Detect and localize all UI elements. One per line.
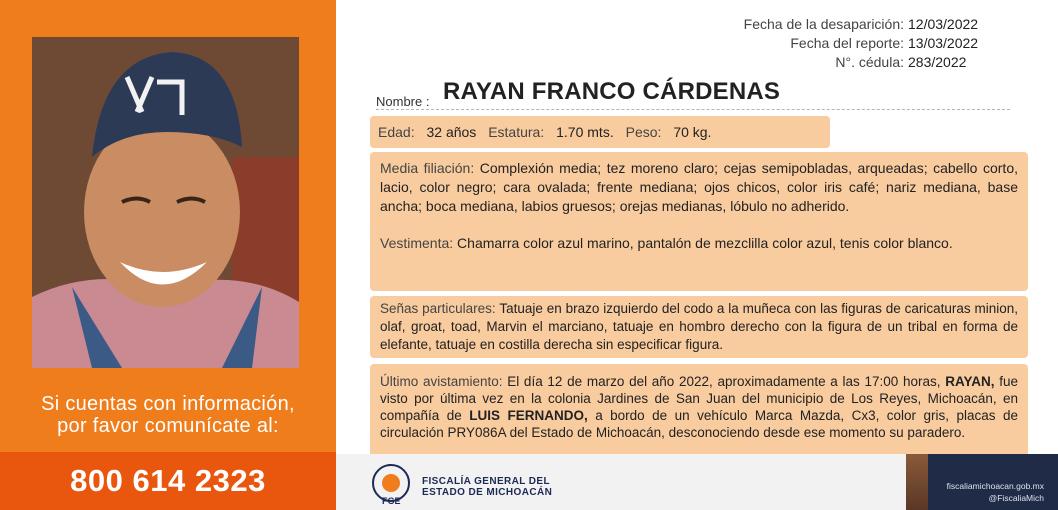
age-label: Edad: [378, 124, 415, 140]
report-label: Fecha del reporte: [790, 34, 904, 51]
fge-logo-text: FGE [382, 496, 401, 506]
report-value: 13/03/2022 [908, 34, 979, 51]
marks-box [370, 296, 1028, 358]
last-seen-text-c: a bordo de un vehículo Marca Mazda, Cx3, color gris, placas de circulación PRY086A del Estado de Michoacán, desconociendo desde ese momento su paradero. [380, 408, 1018, 440]
clothing-text: Chamarra color azul marino, pantalón de mezclilla color azul, tenis color blanco. [457, 235, 953, 251]
last-seen-text-a: El día 12 de marzo del año 2022, aproximadamente a las 17:00 horas, [507, 374, 941, 389]
disappearance-label: Fecha de la desaparición: [743, 15, 904, 32]
weight-value: 70 kg. [673, 124, 712, 140]
person-name: RAYAN FRANCO CÁRDENAS [443, 78, 781, 105]
clothing-label: Vestimenta: [380, 235, 454, 251]
footer-photo-strip [906, 454, 928, 510]
disappearance-value: 12/03/2022 [908, 15, 979, 32]
org-line-2: ESTADO DE MICHOACÁN [422, 487, 553, 498]
media-label: Media filiación: [380, 160, 475, 176]
cedula-value: 283/2022 [908, 53, 967, 70]
left-panel [0, 0, 336, 510]
last-seen-name: RAYAN, [945, 374, 995, 389]
last-seen-companion: LUIS FERNANDO, [469, 408, 588, 423]
footer-contact-panel [928, 454, 1058, 510]
marks-text: Tatuaje en brazo izquierdo del codo a la muñeca con las figuras de caricaturas minion, olaf, groat, toad, Marvin el marciano, tatuaje en hombro derecho con la figura de un tribal en forma de elefante, tatuaje en costilla derecha sin especificar figura. [380, 301, 1018, 352]
vestimenta [380, 234, 1018, 253]
cedula-label: N°. cédula: [835, 53, 904, 70]
stats-box [370, 116, 830, 148]
media-filiacion [380, 159, 1018, 216]
age-value: 32 años [426, 124, 477, 140]
name-label: Nombre : [376, 94, 430, 109]
meta-row-disappearance [700, 14, 1040, 33]
last-seen-label: Último avistamiento: [380, 374, 503, 389]
contact-line-2: por favor comunícate al: [57, 415, 279, 437]
meta-row-report [700, 33, 1040, 52]
name-row [376, 78, 1010, 110]
height-value: 1.70 mts. [556, 124, 614, 140]
contact-message [0, 393, 336, 437]
case-meta [700, 14, 1040, 71]
phone-number[interactable]: 800 614 2323 [0, 452, 336, 510]
weight-label: Peso: [625, 124, 662, 140]
marks-label: Señas particulares: [380, 301, 496, 316]
person-photo [32, 37, 299, 368]
meta-row-cedula [700, 52, 1040, 71]
description-box [370, 152, 1028, 291]
contact-line-1: Si cuentas con información, [41, 393, 295, 415]
org-name [422, 476, 552, 498]
person-photo-illustration [32, 37, 299, 368]
last-seen-box [370, 364, 1028, 460]
website-link[interactable]: fiscaliamichoacan.gob.mx [946, 481, 1044, 491]
media-text: Complexión media; tez moreno claro; cejas semipobladas, arqueadas; cabello corto, lacio, color negro; cara ovalada; frente mediana; ojos chicos, color iris café; nariz mediana, base ancha; boca mediana, labios gruesos; orejas medianas, lóbulo no adherido. [380, 160, 1018, 214]
height-label: Estatura: [488, 124, 545, 140]
social-handle[interactable]: @FiscaliaMich [988, 493, 1044, 503]
org-line-1: FISCALÍA GENERAL DEL [422, 476, 551, 487]
last-seen-text-b: fue visto por última vez en la colonia Jardines de San Juan del municipio de Los Reyes, Michoacán, en compañía de [380, 374, 1018, 423]
footer [336, 454, 1058, 510]
